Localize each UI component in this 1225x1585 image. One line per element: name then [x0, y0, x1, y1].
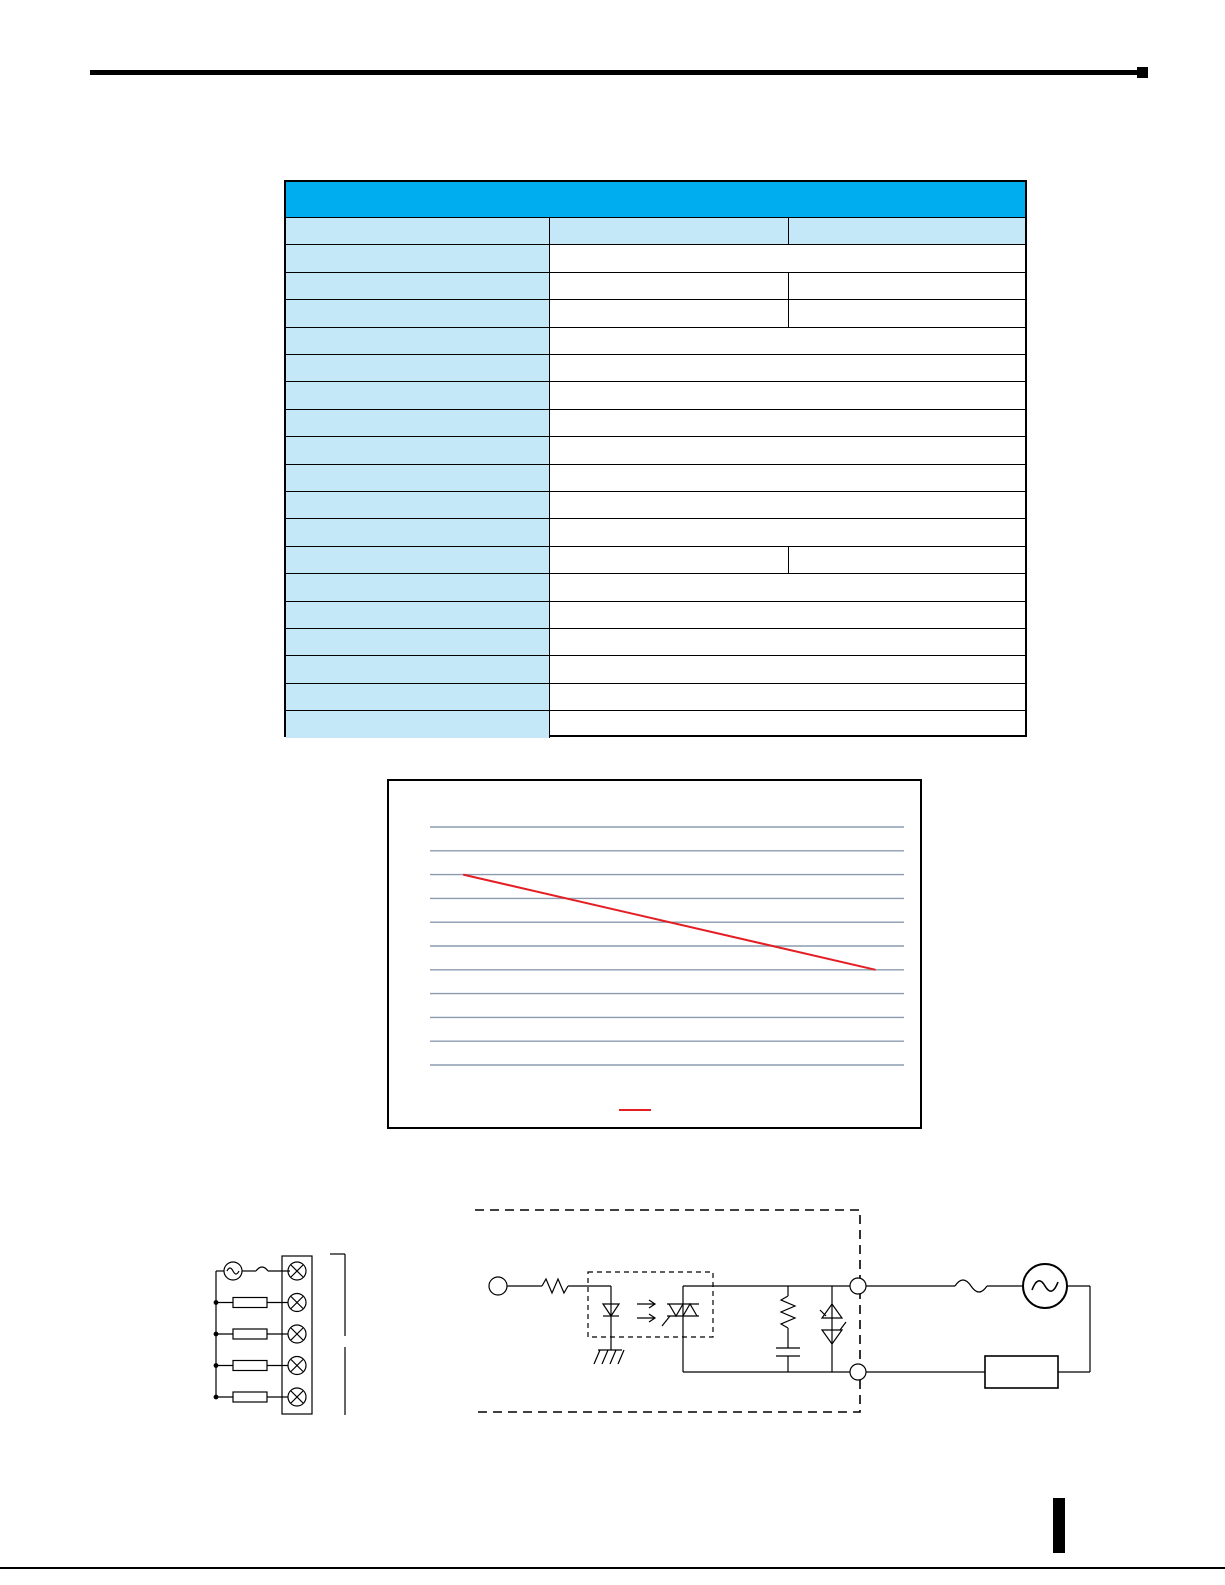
- spec-value-cell: [550, 465, 1025, 491]
- spec-value-cell: [550, 410, 1025, 436]
- spec-value-cell: [550, 273, 789, 299]
- resistor-icon: [233, 1298, 267, 1308]
- spec-value-cell: [550, 437, 1025, 463]
- spec-row: [286, 601, 1025, 628]
- module-boundary: [475, 1210, 860, 1412]
- snubber-resistor-icon: [781, 1296, 795, 1328]
- spec-label-cell: [286, 574, 550, 600]
- spec-label-cell: [286, 328, 550, 354]
- spec-value-cell: [550, 519, 1025, 545]
- resistor-icon: [233, 1392, 267, 1402]
- spec-row: [286, 628, 1025, 655]
- spec-value-cell: [550, 245, 1025, 271]
- spec-row: [286, 491, 1025, 518]
- spec-row: [286, 381, 1025, 408]
- spec-label-cell: [286, 492, 550, 518]
- spec-row: [286, 327, 1025, 354]
- external-fuse-icon: [955, 1280, 987, 1292]
- spec-label-cell: [286, 300, 550, 326]
- ground-icon: [594, 1350, 624, 1364]
- spec-value-cell: [789, 273, 1025, 299]
- spec-label-cell: [286, 656, 550, 682]
- spec-label-cell: [286, 273, 550, 299]
- spec-value-cell: [550, 629, 1025, 655]
- varistor-icon: [820, 1286, 846, 1372]
- spec-label-cell: [286, 465, 550, 491]
- spec-value-cell: [550, 656, 1025, 682]
- derating-chart: [387, 779, 922, 1129]
- spec-row: [286, 409, 1025, 436]
- external-ac-wave: [1032, 1281, 1058, 1291]
- spec-label-cell: [286, 519, 550, 545]
- spec-row: [286, 436, 1025, 463]
- spec-label-cell: [286, 547, 550, 573]
- output-terminal-bottom: [850, 1364, 866, 1380]
- spec-table-header: [286, 182, 1025, 217]
- page-tab-marker: [1053, 1498, 1065, 1553]
- spec-value-cell: [550, 547, 789, 573]
- spec-row: [286, 464, 1025, 491]
- spec-label-cell: [286, 629, 550, 655]
- spec-label-cell: [286, 437, 550, 463]
- spec-row: [286, 217, 1025, 244]
- spec-table: [284, 180, 1027, 737]
- spec-label-cell: [286, 684, 550, 710]
- spec-value-cell: [550, 382, 1025, 408]
- spec-value-cell: [550, 602, 1025, 628]
- spec-value-cell: [550, 218, 789, 244]
- input-resistor-icon: [542, 1279, 568, 1293]
- spec-row: [286, 546, 1025, 573]
- spec-row: [286, 299, 1025, 326]
- spec-row: [286, 272, 1025, 299]
- spec-row: [286, 710, 1025, 737]
- spec-value-cell: [550, 711, 1025, 737]
- spec-label-cell: [286, 711, 550, 737]
- spec-row: [286, 518, 1025, 545]
- triac-icon: [662, 1286, 699, 1372]
- light-arrows-icon: [637, 1300, 655, 1322]
- internal-input-node: [489, 1277, 507, 1295]
- spec-value-cell: [789, 300, 1025, 326]
- spec-value-cell: [550, 684, 1025, 710]
- spec-label-cell: [286, 410, 550, 436]
- spec-row: [286, 683, 1025, 710]
- load-icon: [985, 1356, 1058, 1388]
- spec-value-cell: [789, 218, 1025, 244]
- spec-label-cell: [286, 602, 550, 628]
- ac-wave: [227, 1268, 239, 1274]
- chart-frame: [388, 780, 921, 1128]
- spec-label-cell: [286, 382, 550, 408]
- spec-row: [286, 573, 1025, 600]
- top-rule-end-marker: [1137, 67, 1148, 78]
- spec-value-cell: [550, 492, 1025, 518]
- spec-row: [286, 244, 1025, 271]
- top-rule: [90, 70, 1140, 75]
- wiring-diagram: [200, 1200, 1100, 1430]
- spec-label-cell: [286, 245, 550, 271]
- fuse-icon: [256, 1267, 268, 1271]
- spec-value-cell: [789, 547, 1025, 573]
- resistor-icon: [233, 1361, 267, 1371]
- resistor-icon: [233, 1329, 267, 1339]
- spec-value-cell: [550, 574, 1025, 600]
- output-circuit-schematic: [200, 1200, 1100, 1430]
- spec-value-cell: [550, 355, 1025, 381]
- output-terminal-top: [850, 1278, 866, 1294]
- terminal-block: [214, 1254, 345, 1415]
- spec-value-cell: [550, 328, 1025, 354]
- spec-row: [286, 354, 1025, 381]
- spec-row: [286, 655, 1025, 682]
- spec-label-cell: [286, 218, 550, 244]
- spec-value-cell: [550, 300, 789, 326]
- spec-label-cell: [286, 355, 550, 381]
- bottom-rule: [0, 1567, 1225, 1569]
